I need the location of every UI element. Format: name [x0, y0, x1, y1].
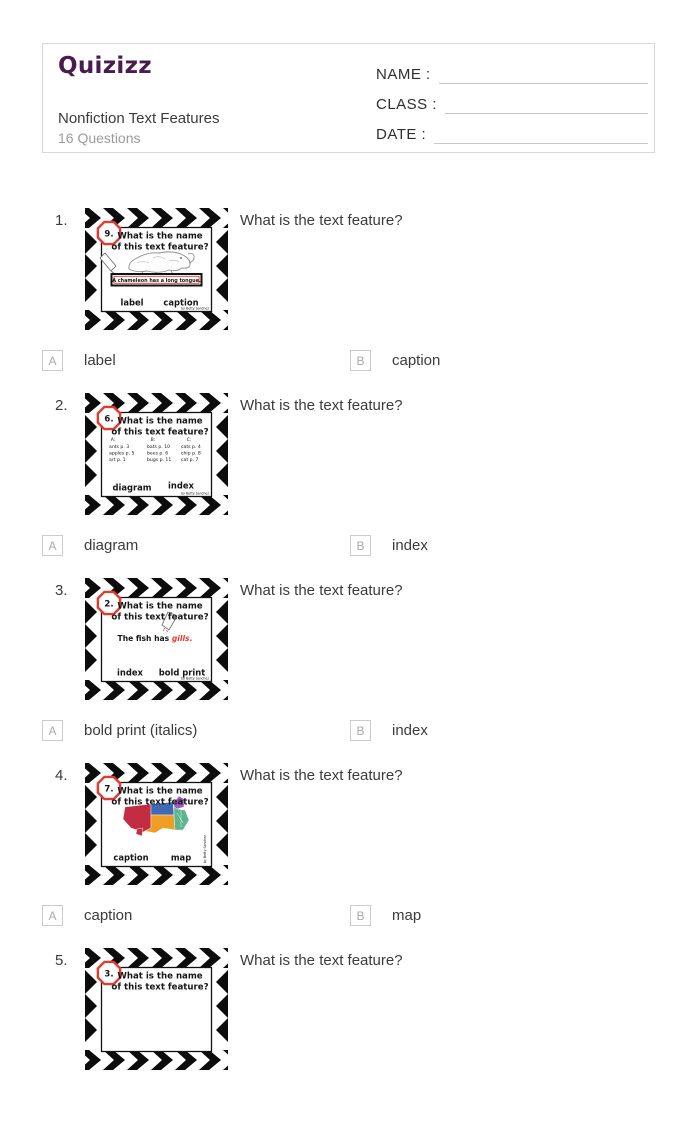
- question-number: 4.: [55, 767, 68, 784]
- class-field-row: [376, 90, 648, 114]
- answer-letter-box[interactable]: B: [350, 350, 371, 371]
- svg-text:bats p. 10: bats p. 10: [147, 445, 171, 450]
- flashcard-image-bold-print: [85, 578, 228, 700]
- question-block-3: [0, 578, 700, 763]
- answer-text: label: [84, 352, 116, 369]
- flashcard-image-partial: [85, 948, 228, 1070]
- name-blank-line[interactable]: [439, 63, 648, 84]
- card-credit: by Betty Sanchez: [203, 835, 207, 863]
- card-title-line1: What is the name: [117, 601, 203, 612]
- answer-text: index: [392, 537, 428, 554]
- flashcard-image-index: [85, 393, 228, 515]
- card-left-option: index: [117, 667, 143, 678]
- answer-letter-box[interactable]: B: [350, 535, 371, 556]
- flashcard-image-map: [85, 763, 228, 885]
- card-left-option: label: [120, 297, 144, 308]
- answer-text: caption: [84, 907, 133, 924]
- name-label: NAME :: [376, 66, 431, 83]
- answer-text: caption: [392, 352, 441, 369]
- answer-option-a[interactable]: [42, 350, 116, 371]
- answer-text: index: [392, 722, 428, 739]
- card-sentence: The fish has gills.: [117, 634, 193, 643]
- question-block-5: [0, 948, 700, 1133]
- question-count: 16 Questions: [58, 130, 141, 146]
- svg-text:cats p. 4: cats p. 4: [181, 445, 201, 450]
- card-title-line2: of this text feature?: [111, 242, 209, 253]
- card-right-option: map: [170, 852, 192, 863]
- answer-text: map: [392, 907, 422, 924]
- card-credit: by Betty Sanchez: [181, 306, 209, 311]
- card-badge-number: 9.: [104, 229, 114, 240]
- question-number: 1.: [55, 212, 68, 229]
- card-right-option: bold print: [158, 667, 206, 678]
- answer-option-a[interactable]: [42, 720, 197, 741]
- card-badge-number: 2.: [104, 599, 114, 610]
- question-prompt: What is the text feature?: [240, 397, 403, 414]
- worksheet-header-box: [42, 43, 655, 153]
- question-number: 3.: [55, 582, 68, 599]
- answer-letter-box[interactable]: A: [42, 350, 63, 371]
- svg-text:apples p. 5: apples p. 5: [109, 451, 135, 457]
- flashcard-image-chameleon: [85, 208, 228, 330]
- card-badge-number: 7.: [104, 784, 114, 795]
- svg-text:chip p. 8: chip p. 8: [181, 451, 201, 457]
- answer-letter-box[interactable]: A: [42, 905, 63, 926]
- class-label: CLASS :: [376, 96, 438, 113]
- question-number: 5.: [55, 952, 68, 969]
- card-right-option: caption: [163, 297, 199, 308]
- name-field-row: [376, 60, 648, 84]
- card-credit: by Betty Sanchez: [181, 491, 209, 496]
- worksheet-title: Nonfiction Text Features: [58, 110, 220, 127]
- answer-letter-box[interactable]: B: [350, 720, 371, 741]
- answer-option-b[interactable]: [350, 905, 421, 926]
- svg-text:B:: B:: [150, 438, 156, 443]
- card-caption-text: A chameleon has a long tongue.: [112, 277, 201, 284]
- question-block-2: [0, 393, 700, 578]
- question-block-4: [0, 763, 700, 948]
- class-blank-line[interactable]: [445, 93, 648, 114]
- quizizz-logo: Quizizz: [58, 53, 152, 79]
- svg-text:ants p. 3: ants p. 3: [109, 445, 130, 450]
- question-block-1: [0, 208, 700, 393]
- svg-text:A:: A:: [110, 438, 116, 443]
- svg-text:bees p. 6: bees p. 6: [147, 451, 169, 457]
- date-label: DATE :: [376, 126, 427, 143]
- question-prompt: What is the text feature?: [240, 582, 403, 599]
- card-right-option: index: [168, 480, 194, 491]
- card-title-line2: of this text feature?: [111, 612, 209, 623]
- card-title-line1: What is the name: [117, 416, 203, 427]
- answer-text: diagram: [84, 537, 139, 554]
- svg-text:cat p. 7: cat p. 7: [181, 458, 199, 463]
- card-title-line1: What is the name: [117, 971, 203, 982]
- answer-text: bold print (italics): [84, 722, 198, 739]
- answer-option-a[interactable]: [42, 535, 138, 556]
- answer-option-b[interactable]: [350, 720, 428, 741]
- card-left-option: caption: [113, 852, 149, 863]
- card-title-line2: of this text feature?: [111, 797, 209, 808]
- card-title-line2: of this text feature?: [111, 982, 209, 993]
- card-credit: by Betty Sanchez: [181, 676, 209, 681]
- question-prompt: What is the text feature?: [240, 952, 403, 969]
- svg-text:C:: C:: [186, 438, 192, 443]
- date-blank-line[interactable]: [434, 123, 648, 144]
- card-title-line2: of this text feature?: [111, 427, 209, 438]
- svg-text:bugs p. 11: bugs p. 11: [147, 458, 172, 463]
- question-prompt: What is the text feature?: [240, 212, 403, 229]
- svg-text:art p. 1: art p. 1: [109, 458, 126, 463]
- question-number: 2.: [55, 397, 68, 414]
- answer-letter-box[interactable]: A: [42, 720, 63, 741]
- card-title-line1: What is the name: [117, 231, 203, 242]
- card-badge-number: 3.: [104, 969, 114, 980]
- answer-option-a[interactable]: [42, 905, 132, 926]
- date-field-row: [376, 120, 648, 144]
- card-badge-number: 6.: [104, 414, 114, 425]
- card-left-option: diagram: [112, 482, 152, 493]
- answer-letter-box[interactable]: A: [42, 535, 63, 556]
- answer-letter-box[interactable]: B: [350, 905, 371, 926]
- answer-option-b[interactable]: [350, 535, 428, 556]
- answer-option-b[interactable]: [350, 350, 440, 371]
- card-title-line1: What is the name: [117, 786, 203, 797]
- question-prompt: What is the text feature?: [240, 767, 403, 784]
